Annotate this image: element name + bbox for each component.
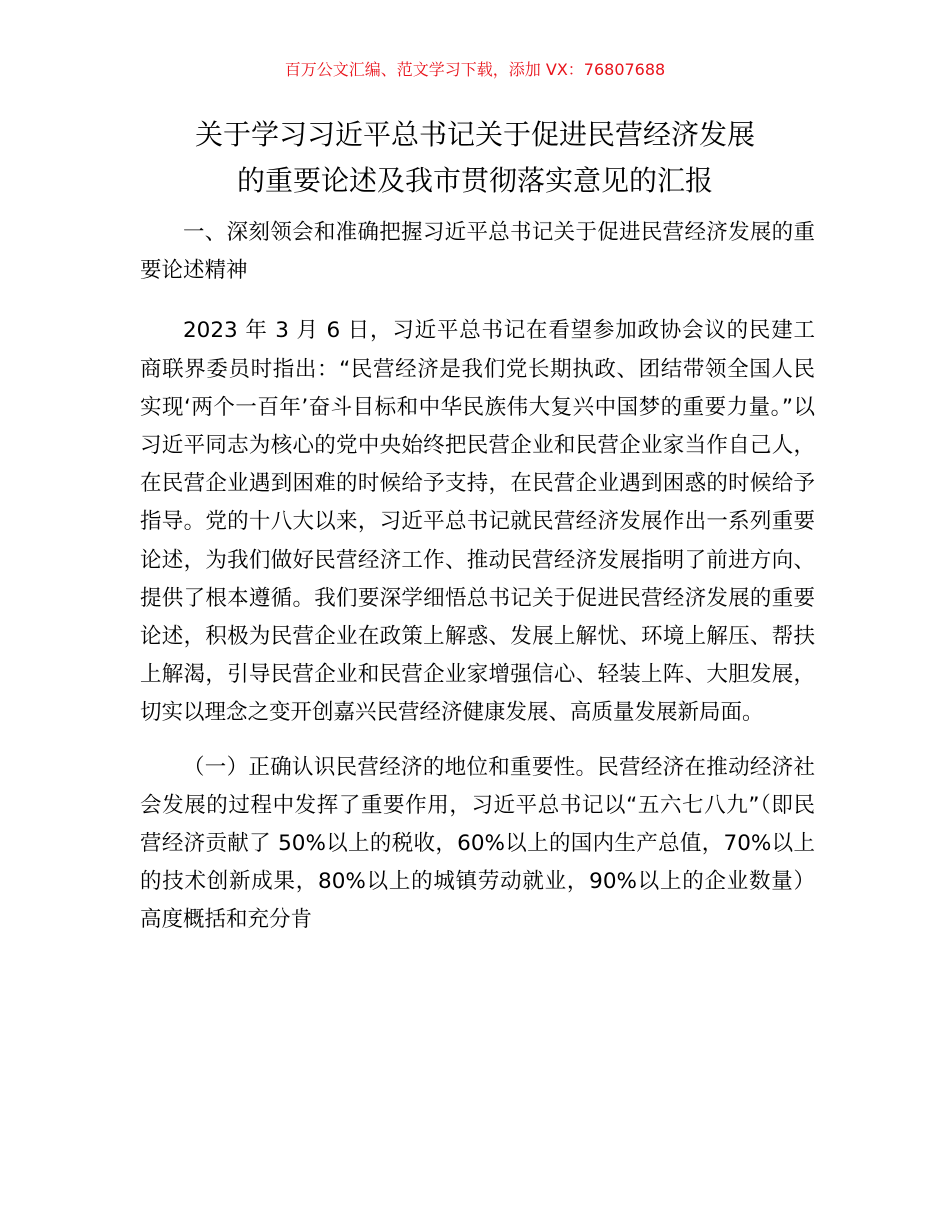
title-line-2: 的重要论述及我市贯彻落实意见的汇报 [236,164,713,197]
paragraph-2: （一）正确认识民营经济的地位和重要性。民营经济在推动经济社会发展的过程中发挥了重要作用，习近平总书记以“五六七八九”（即民营经济贡献了 50%以上的税收，60%以上的国内生产总值，70%以上的技术创新成果，80%以上的城镇劳动就业，90%以上的企业数量）高度概括和充分肯 [140,754,815,933]
section-1-heading: 一、深刻领会和准确把握习近平总书记关于促进民营经济发展的重要论述精神 [140,220,815,284]
document-title [140,112,810,204]
header-note: 百万公文汇编、范文学习下载，添加 VX：76807688 [284,60,666,79]
paragraph-1: 2023 年 3 月 6 日，习近平总书记在看望参加政协会议的民建工商联界委员时指出：“民营经济是我们党长期执政、团结带领全国人民实现‘两个一百年’奋斗目标和中华民族伟大复兴中国梦的重要力量。”以习近平同志为核心的党中央始终把民营企业和民营企业家当作自己人，在民营企业遇到困难的时候给予支持，在民营企业遇到困惑的时候给予指导。党的十八大以来，习近平总书记就民营经济发展作出一系列重要论述，为我们做好民营经济工作、推动民营经济发展指明了前进方向、提供了根本遵循。我们要深学细悟总书记关于促进民营经济发展的重要论述，积极为民营企业在政策上解惑、发展上解忧、环境上解压、帮扶上解渴，引导民营企业和民营企业家增强信心、轻装上阵、大胆发展，切实以理念之变开创嘉兴民营经济健康发展、高质量发展新局面。 [140,318,815,726]
title-line-1: 关于学习习近平总书记关于促进民营经济发展 [194,118,755,151]
document-body [140,214,815,956]
